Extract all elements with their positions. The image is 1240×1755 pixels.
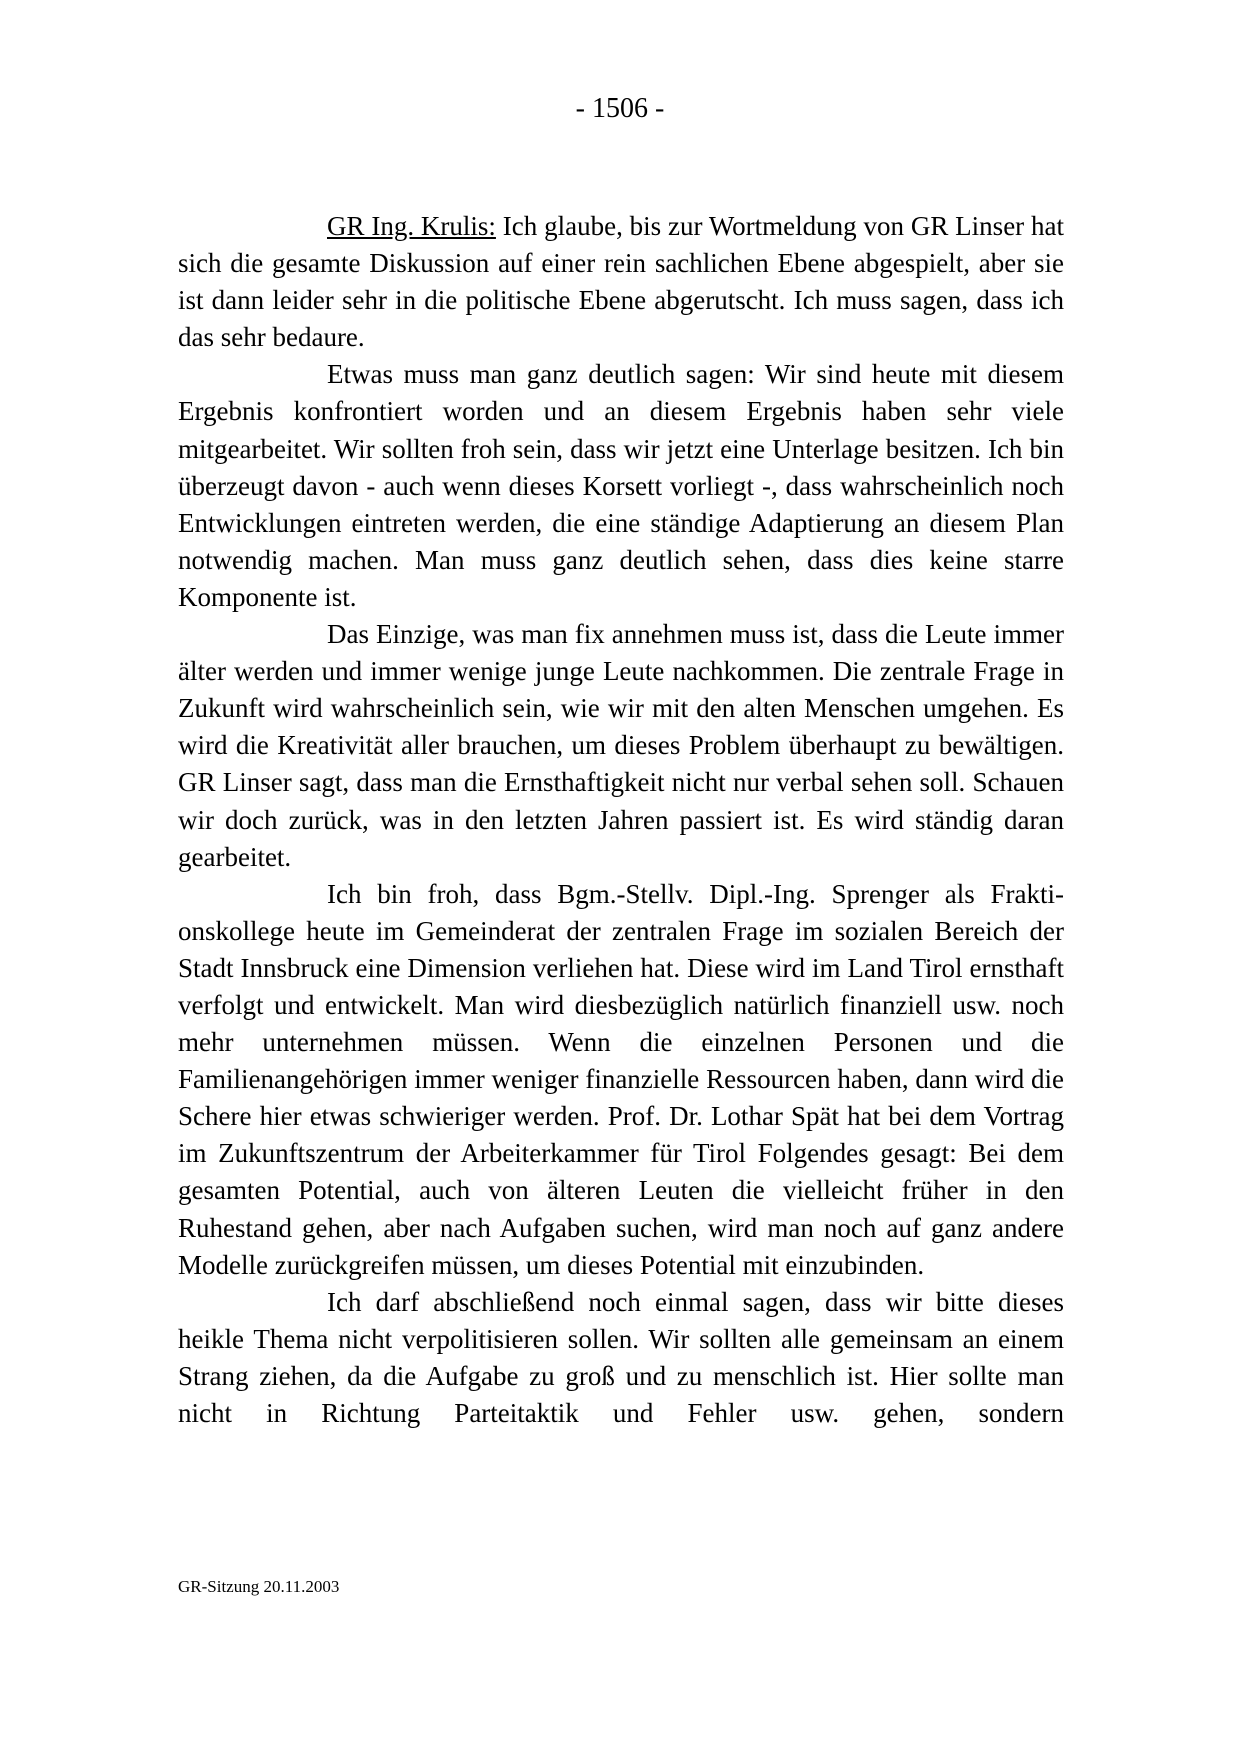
paragraph-2: Etwas muss man ganz deutlich sagen: Wir sind heute mit diesem Ergebnis konfrontiert worden und an diesem Ergebnis haben sehr viele mitgearbeitet. Wir sollten froh sein, dass wir jetzt eine Unterlage besitzen. Ich bin überzeugt davon - auch wenn dieses Korsett vorliegt -, dass wahrscheinlich noch Entwicklungen eintreten werden, die eine ständige Adaptierung an diesem Plan notwendig machen. Man muss ganz deutlich sehen, dass dies keine starre Komponente ist. bbox=[178, 359, 1064, 612]
document-body bbox=[178, 208, 1064, 1432]
footer-session-date: GR-Sitzung 20.11.2003 bbox=[178, 1577, 340, 1596]
paragraph-5: Ich darf abschließend noch einmal sagen, dass wir bitte dieses heikle Thema nicht verpolitisieren sollen. Wir sollten alle gemeinsam an einem Strang ziehen, da die Aufgabe zu groß und zu menschlich ist. Hier sollte man nicht in Richtung Parteitaktik und Fehler usw. gehen, sondern bbox=[178, 1286, 1064, 1428]
paragraph-1-text: Ich glaube, bis zur Wortmeldung von GR Linser hat sich die gesamte Diskussion auf einer rein sachlichen Ebene abgespielt, aber sie ist dann leider sehr in die politische Ebene abgerutscht. Ich muss sagen, dass ich das sehr bedaure. bbox=[178, 211, 1064, 353]
page-number: - 1506 - bbox=[575, 93, 665, 124]
paragraph-3: Das Einzige, was man fix annehmen muss ist, dass die Leute immer älter werden und immer wenige junge Leute nachkommen. Die zentrale Frage in Zukunft wird wahrscheinlich sein, wie wir mit den alten Menschen umgehen. Es wird die Kreativität aller brauchen, um dieses Problem überhaupt zu bewältigen. GR Linser sagt, dass man die Ernsthaftigkeit nicht nur verbal sehen soll. Schauen wir doch zurück, was in den letzten Jahren passiert ist. Es wird ständig daran gearbeitet. bbox=[178, 619, 1064, 872]
paragraph-1 bbox=[178, 208, 1064, 356]
paragraph-4: Ich bin froh, dass Bgm.-Stellv. Dipl.-Ing. Sprenger als Fraktionskollege heute im Gemeinderat der zentralen Frage im sozialen Bereich der Stadt Innsbruck eine Dimension verliehen hat. Diese wird im Land Tirol ernsthaft verfolgt und entwickelt. Man wird diesbezüglich natürlich finanziell usw. noch mehr unternehmen müssen. Wenn die einzelnen Personen und die Familienangehörigen immer weniger finanzielle Ressourcen haben, dann wird die Schere hier etwas schwieriger werden. Prof. Dr. Lothar Spät hat bei dem Vortrag im Zukunftszentrum der Arbeiterkammer für Tirol Folgendes gesagt: Bei dem gesamten Potential, auch von älteren Leuten die vielleicht früher in den Ruhestand gehen, aber nach Aufgaben suchen, wird man noch auf ganz andere Modelle zurückgreifen müssen, um dieses Potential mit einzubinden. bbox=[178, 878, 1064, 1280]
speaker-name: GR Ing. Krulis: bbox=[327, 211, 496, 241]
